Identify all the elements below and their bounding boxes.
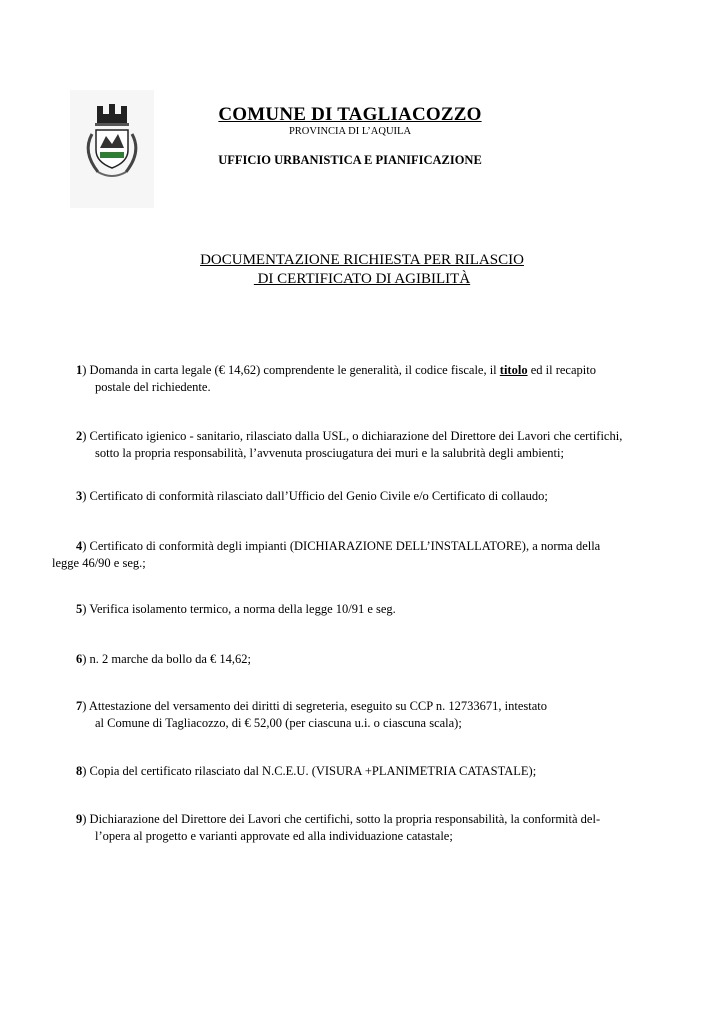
item-text-line1: Certificato di conformità rilasciato dall’Ufficio del Genio Civile e/o Certificato di collaudo;: [89, 489, 548, 503]
document-title-line2: DI CERTIFICATO DI AGIBILITÀ: [253, 271, 471, 287]
item-number: 9: [76, 812, 83, 826]
item-number: 6: [76, 652, 83, 666]
item-number: 7: [76, 699, 83, 713]
list-item: 9) Dichiarazione del Direttore dei Lavori che certifichi, sotto la propria responsabilità, la conformità del- l’opera al progetto e varianti approvate ed alla individuazione catastale;: [76, 811, 696, 845]
item-text-line1: Verifica isolamento termico, a norma della legge 10/91 e seg.: [89, 602, 396, 616]
document-title: [120, 251, 604, 289]
item-text-part: ed il recapito: [527, 363, 596, 377]
item-number: 8: [76, 764, 83, 778]
item-text-line2: sotto la propria responsabilità, l’avvenuta prosciugatura dei muri e la salubrità degli ambienti;: [95, 446, 564, 460]
item-text-line1: Dichiarazione del Direttore dei Lavori che certifichi, sotto la propria responsabilità, la conformità del-: [89, 812, 601, 826]
office-label: UFFICIO URBANISTICA E PIANIFICAZIONE: [218, 153, 482, 167]
item-text: [90, 363, 596, 377]
item-text-line1: Copia del certificato rilasciato dal N.C.E.U. (VISURA +PLANIMETRIA CATASTALE);: [89, 764, 537, 778]
item-text-line1: n. 2 marche da bollo da € 14,62;: [89, 652, 251, 666]
item-text-emphasis: titolo: [499, 363, 528, 377]
list-item: 3) Certificato di conformità rilasciato dall’Ufficio del Genio Civile e/o Certificato di collaudo;: [76, 489, 548, 503]
page-title: COMUNE DI TAGLIACOZZO: [218, 104, 482, 125]
list-item: 4) Certificato di conformità degli impianti (DICHIARAZIONE DELL’INSTALLATORE), a norma della: [76, 539, 601, 553]
coat-of-arms-icon: [70, 90, 154, 208]
item-text-line2: l’opera al progetto e varianti approvate ed alla individuazione catastale;: [95, 829, 453, 843]
item-text-line2: legge 46/90 e seg.;: [52, 556, 146, 570]
item-text-line1: Attestazione del versamento dei diritti di segreteria, eseguito su CCP n. 12733671, intestato: [88, 699, 547, 713]
item-text-line2: al Comune di Tagliacozzo, di € 52,00 (per ciascuna u.i. o ciascuna scala);: [95, 716, 462, 730]
list-item: 7) Attestazione del versamento dei diritti di segreteria, eseguito su CCP n. 12733671, intestato al Comune di Tagliacozzo, di € 52,00 (per ciascuna u.i. o ciascuna scala);: [76, 698, 676, 732]
item-number: 4: [76, 539, 83, 553]
list-item: 5) Verifica isolamento termico, a norma della legge 10/91 e seg.: [76, 602, 396, 616]
list-item: 8) Copia del certificato rilasciato dal N.C.E.U. (VISURA +PLANIMETRIA CATASTALE);: [76, 764, 537, 778]
item-text-line1: Certificato di conformità degli impianti (DICHIARAZIONE DELL’INSTALLATORE), a norma della: [89, 539, 601, 553]
list-item: 2) Certificato igienico - sanitario, rilasciato dalla USL, o dichiarazione del Direttore dei Lavori che certifichi, sotto la propria responsabilità, l’avvenuta prosciugatura dei muri e la salubrità degli ambienti;: [76, 428, 696, 462]
list-item: 1) Domanda in carta legale (€ 14,62) comprendente le generalità, il codice fiscale, il titolo ed il recapito postale del richiedente.: [76, 362, 676, 396]
item-number: 3: [76, 489, 83, 503]
coat-of-arms-graphic: [70, 90, 154, 208]
item-text-part: Domanda in carta legale (€ 14,62) comprendente le generalità, il codice fiscale, il: [89, 363, 500, 377]
item-number: 1: [76, 363, 83, 377]
item-number: 2: [76, 429, 83, 443]
document-title-line1: DOCUMENTAZIONE RICHIESTA PER RILASCIO: [200, 252, 524, 268]
item-number: 5: [76, 602, 83, 616]
list-item: 6) n. 2 marche da bollo da € 14,62;: [76, 652, 251, 666]
province-label: PROVINCIA DI L’AQUILA: [288, 126, 412, 137]
item-text-line2: postale del richiedente.: [95, 380, 211, 394]
item-text-line1: Certificato igienico - sanitario, rilasciato dalla USL, o dichiarazione del Direttore dei Lavori che certifichi,: [89, 429, 623, 443]
